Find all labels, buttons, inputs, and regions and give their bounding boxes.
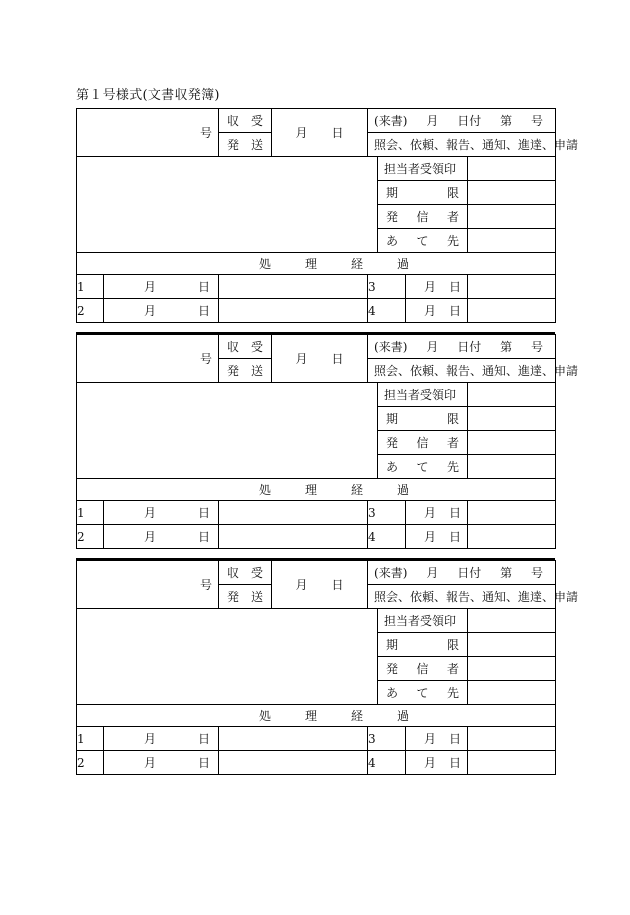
register-entry-2 [76, 332, 579, 558]
history-entry-field[interactable] [468, 727, 556, 751]
history-date-field[interactable]: 月 日 [104, 751, 219, 775]
addressee-label: あ て 先 [378, 455, 468, 479]
history-number: 2 [77, 525, 104, 549]
deadline-field[interactable] [468, 633, 556, 657]
entry-table [76, 560, 579, 775]
staff-receipt-seal-field[interactable] [468, 157, 556, 181]
history-number: 2 [77, 299, 104, 323]
raisho-line[interactable]: (来書) 月 日付 第 号 [368, 335, 556, 359]
sender-label: 発 信 者 [378, 205, 468, 229]
history-entry-field[interactable] [219, 501, 368, 525]
addressee-field[interactable] [468, 681, 556, 705]
entry-table [76, 108, 579, 323]
history-number: 4 [368, 299, 406, 323]
received-label: 収 受 [219, 109, 272, 133]
subject-field[interactable] [77, 157, 378, 253]
history-entry-field[interactable] [219, 727, 368, 751]
deadline-field[interactable] [468, 407, 556, 431]
history-date-field[interactable]: 月 日 [406, 525, 468, 549]
history-date-field[interactable]: 月 日 [104, 525, 219, 549]
history-entry-field[interactable] [468, 299, 556, 323]
history-entry-field[interactable] [219, 525, 368, 549]
processing-history-heading: 処 理 経 過 [77, 253, 556, 275]
staff-receipt-seal-field[interactable] [468, 383, 556, 407]
month-day-field[interactable]: 月 日 [272, 335, 368, 383]
register-entry-1 [76, 108, 579, 332]
history-date-field[interactable]: 月 日 [406, 275, 468, 299]
deadline-label: 期 限 [378, 633, 468, 657]
sender-field[interactable] [468, 657, 556, 681]
history-number: 3 [368, 727, 406, 751]
sender-field[interactable] [468, 205, 556, 229]
history-entry-field[interactable] [219, 299, 368, 323]
staff-receipt-seal-label: 担当者受領印 [378, 383, 468, 407]
history-date-field[interactable]: 月 日 [104, 727, 219, 751]
history-entry-field[interactable] [219, 751, 368, 775]
addressee-field[interactable] [468, 229, 556, 253]
sender-label: 発 信 者 [378, 657, 468, 681]
sent-label: 発 送 [219, 585, 272, 609]
month-day-field[interactable]: 月 日 [272, 561, 368, 609]
subject-field[interactable] [77, 609, 378, 705]
document-number-field[interactable]: 号 [77, 561, 219, 609]
received-label: 収 受 [219, 561, 272, 585]
raisho-line[interactable]: (来書) 月 日付 第 号 [368, 109, 556, 133]
history-number: 1 [77, 727, 104, 751]
history-date-field[interactable]: 月 日 [104, 501, 219, 525]
entry-table [76, 334, 579, 549]
staff-receipt-seal-label: 担当者受領印 [378, 609, 468, 633]
sender-field[interactable] [468, 431, 556, 455]
sent-label: 発 送 [219, 359, 272, 383]
document-title: 第１号様式(文書収発簿) [76, 88, 220, 103]
history-date-field[interactable]: 月 日 [406, 299, 468, 323]
history-number: 3 [368, 275, 406, 299]
sender-label: 発 信 者 [378, 431, 468, 455]
history-date-field[interactable]: 月 日 [406, 751, 468, 775]
history-entry-field[interactable] [468, 525, 556, 549]
document-type-list: 照会、依頼、報告、通知、進達、申請 [368, 133, 556, 157]
history-number: 1 [77, 275, 104, 299]
document-type-list: 照会、依頼、報告、通知、進達、申請 [368, 585, 556, 609]
history-number: 4 [368, 525, 406, 549]
history-date-field[interactable]: 月 日 [104, 275, 219, 299]
deadline-label: 期 限 [378, 407, 468, 431]
raisho-line[interactable]: (来書) 月 日付 第 号 [368, 561, 556, 585]
processing-history-heading: 処 理 経 過 [77, 705, 556, 727]
deadline-field[interactable] [468, 181, 556, 205]
history-number: 4 [368, 751, 406, 775]
deadline-label: 期 限 [378, 181, 468, 205]
addressee-field[interactable] [468, 455, 556, 479]
history-entry-field[interactable] [468, 275, 556, 299]
document-number-field[interactable]: 号 [77, 335, 219, 383]
processing-history-heading: 処 理 経 過 [77, 479, 556, 501]
document-type-list: 照会、依頼、報告、通知、進達、申請 [368, 359, 556, 383]
staff-receipt-seal-label: 担当者受領印 [378, 157, 468, 181]
sent-label: 発 送 [219, 133, 272, 157]
addressee-label: あ て 先 [378, 229, 468, 253]
document-number-field[interactable]: 号 [77, 109, 219, 157]
history-number: 3 [368, 501, 406, 525]
received-label: 収 受 [219, 335, 272, 359]
subject-field[interactable] [77, 383, 378, 479]
history-date-field[interactable]: 月 日 [104, 299, 219, 323]
register-entry-3 [76, 558, 579, 784]
register-blocks [76, 108, 579, 784]
history-number: 2 [77, 751, 104, 775]
month-day-field[interactable]: 月 日 [272, 109, 368, 157]
history-entry-field[interactable] [468, 501, 556, 525]
history-entry-field[interactable] [219, 275, 368, 299]
history-number: 1 [77, 501, 104, 525]
addressee-label: あ て 先 [378, 681, 468, 705]
history-entry-field[interactable] [468, 751, 556, 775]
history-date-field[interactable]: 月 日 [406, 501, 468, 525]
history-date-field[interactable]: 月 日 [406, 727, 468, 751]
staff-receipt-seal-field[interactable] [468, 609, 556, 633]
